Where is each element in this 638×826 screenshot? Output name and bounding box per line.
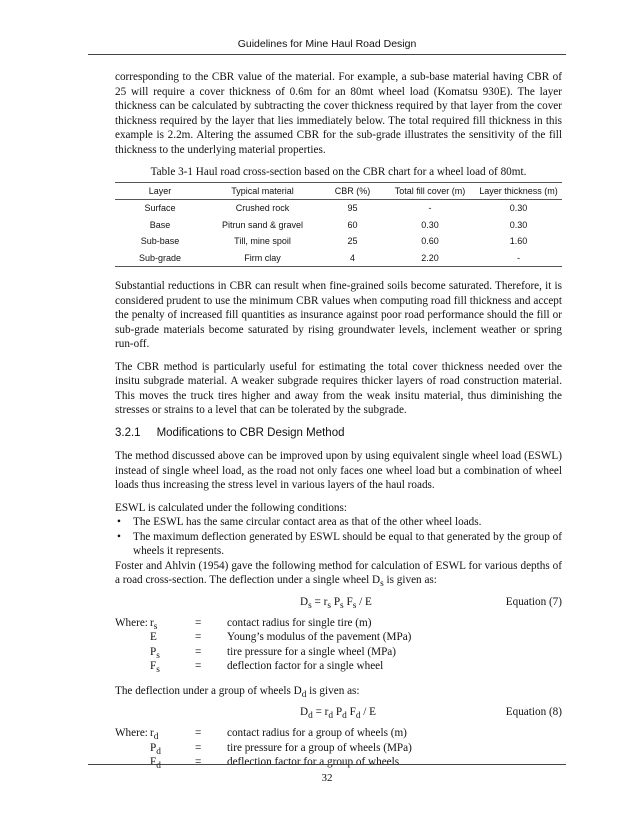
definition-text: Young’s modulus of the pavement (MPa) — [227, 631, 412, 644]
equals-sign: = — [195, 727, 202, 740]
definition-row — [115, 755, 562, 770]
group-deflection-text: The deflection under a group of wheels D — [115, 684, 302, 697]
footer-rule — [88, 764, 566, 765]
definition-text: deflection factor for a group of wheels — [227, 756, 400, 769]
definition-row — [115, 726, 562, 741]
header-typical-material: Typical material — [205, 182, 320, 200]
table-row — [115, 217, 562, 234]
equation-7-label: Equation (7) — [505, 595, 562, 608]
cell-thickness: 1.60 — [509, 236, 528, 246]
cell-cbr: 60 — [347, 219, 358, 230]
equation-8-label: Equation (8) — [505, 706, 562, 719]
equation-7 — [115, 595, 562, 612]
header-layer-thickness: Layer thickness (m) — [475, 182, 562, 200]
definition-symbol: $F_d$ — [150, 756, 161, 772]
list-item-text: The maximum deflection generated by ESWL should be equal to that generated by the group of wheels it represents. — [133, 530, 562, 557]
definition-symbol: $P_d$ — [150, 741, 161, 758]
definition-symbol: $F_s$ — [150, 660, 160, 676]
header-total-fill-cover: Total fill cover (m) — [385, 182, 475, 200]
cell-material: Crushed rock — [235, 203, 290, 213]
paragraph-cbr-method: The CBR method is particularly useful for estimating the total cover thickness needed over the insitu subgrade material. A weaker subgrade requires thicker layers of road construction material. This moves the truck tires higher and away from the weak insitu material, thus diminishing the stresses or strains to a level that can be tolerated by the subgrade. — [115, 360, 562, 416]
cell-thickness: 0.30 — [509, 203, 528, 213]
header-cbr: CBR (%) — [320, 182, 385, 200]
cell-fill-cover: 0.60 — [421, 236, 439, 246]
paragraph-eswl-intro: The method discussed above can be improved upon by using equivalent single wheel load (ESWL) instead of single wheel load, as the road not only faces one wheel load but a combination of wheel loads thus increasing the stress level in various layers of the haul roads. — [115, 450, 562, 491]
cell-thickness: 0.30 — [509, 219, 528, 230]
equation-7-definitions — [115, 616, 562, 674]
definition-text: tire pressure for a single wheel (MPa) — [227, 645, 396, 658]
definition-symbol: $P_s$ — [150, 645, 160, 661]
definition-text: deflection factor for a single wheel — [227, 660, 384, 673]
definition-symbol: $r_d$ — [150, 727, 159, 743]
foster-ahlvin-text: Foster and Ahlvin (1954) gave the following method for calculation of ESWL for various depths of a road cross-section. The deflection under a single wheel D — [115, 559, 562, 586]
definition-row — [115, 659, 562, 674]
definition-text: contact radius for a group of wheels (m) — [227, 727, 407, 740]
definition-text: contact radius for single tire (m) — [227, 616, 372, 629]
cell-thickness: - — [475, 250, 562, 267]
cell-cbr: 25 — [347, 236, 358, 246]
section-heading — [115, 426, 562, 441]
conditions-list — [115, 515, 562, 559]
table-row — [115, 233, 562, 250]
cell-layer: Sub-base — [140, 236, 180, 246]
section-number: 3.2.1 — [115, 426, 141, 439]
table-row — [115, 250, 562, 267]
paragraph-saturation: Substantial reductions in CBR can result when fine-grained soils become saturated. Therefore, it is considered prudent to use the minimum CBR values when computing road fill thickness and accept the penalty of increased fill quantities as insurance against poor road performance should the fill or sub-grade materials become saturated by rising groundwater levels, inclement weather or spring run-off. — [115, 280, 562, 350]
group-deflection-text-end: is given as: — [306, 684, 360, 697]
table-header-row — [115, 182, 562, 200]
bullet-icon: • — [117, 516, 121, 528]
definition-row — [115, 645, 562, 660]
equals-sign: = — [195, 645, 202, 658]
foster-ahlvin-text-end: is given as: — [383, 574, 437, 586]
where-label: Where: — [115, 727, 148, 740]
cell-fill-cover: - — [428, 203, 432, 213]
cell-cbr: 4 — [320, 250, 385, 267]
table-caption: Table 3-1 Haul road cross-section based on the CBR chart for a wheel load of 80mt. — [150, 166, 527, 178]
page-number: 32 — [321, 772, 333, 784]
list-item — [115, 515, 562, 530]
paragraph-foster-ahlvin: Foster and Ahlvin (1954) gave the following method for calculation of ESWL for various depths of a road cross-section. The deflection under a single wheel $D_s$ is given as: — [115, 559, 562, 590]
cell-fill-cover: 2.20 — [385, 250, 475, 267]
cell-cbr: 95 — [347, 203, 358, 213]
equals-sign: = — [195, 660, 202, 673]
header-rule — [88, 54, 566, 55]
definition-row — [115, 630, 562, 645]
definition-row — [115, 616, 562, 631]
list-item-text: The ESWL has the same circular contact area as that of the other wheel loads. — [133, 516, 482, 528]
cell-layer: Sub-grade — [115, 250, 205, 267]
cell-material: Firm clay — [205, 250, 320, 267]
cell-layer: Base — [149, 219, 171, 230]
equals-sign: = — [195, 616, 202, 629]
list-item — [115, 530, 562, 559]
equals-sign: = — [195, 631, 202, 644]
cell-layer: Surface — [144, 203, 176, 213]
header-layer: Layer — [115, 182, 205, 200]
page-body — [115, 70, 562, 780]
definition-symbol: $r_s$ — [150, 616, 158, 632]
equals-sign: = — [195, 741, 202, 754]
cell-material: Till, mine spoil — [234, 236, 291, 246]
cbr-cross-section-table — [115, 182, 562, 268]
paragraph-group-deflection: The deflection under a group of wheels $D_d$ is given as: — [115, 684, 360, 700]
cell-fill-cover: 0.30 — [421, 219, 439, 230]
cell-material: Pitrun sand & gravel — [221, 219, 304, 230]
table-row — [115, 200, 562, 217]
paragraph-eswl-conditions: ESWL is calculated under the following conditions: — [115, 501, 347, 514]
definition-text: tire pressure for a group of wheels (MPa) — [227, 741, 412, 754]
definition-symbol: E — [150, 631, 157, 644]
section-title: Modifications to CBR Design Method — [156, 426, 345, 439]
equals-sign: = — [195, 756, 202, 769]
bullet-icon: • — [117, 530, 121, 543]
equation-7-formula: $D_s = r_s$ $P_s$ $F_s$ / E — [300, 595, 372, 611]
where-label: Where: — [115, 616, 148, 629]
running-header: Guidelines for Mine Haul Road Design — [237, 38, 417, 50]
equation-8-formula: $D_d = r_d$ $P_d$ $F_d$ / E — [300, 706, 377, 722]
paragraph-cbr-example: corresponding to the CBR value of the material. For example, a sub-base material having CBR of 25 will require a cover thickness of 0.6m for an 80mt wheel load (Komatsu 930E). The layer thickness can be calculated by subtracting the cover thickness required by that layer from the cover thickness required by the layer that lies immediately below. The total required fill thickness in this example is 2.2m. Altering the assumed CBR for the sub-grade illustrates the sensitivity of the fill thickness to the underlying material properties. — [115, 71, 562, 156]
equation-8 — [115, 705, 562, 722]
definition-row — [115, 741, 562, 756]
